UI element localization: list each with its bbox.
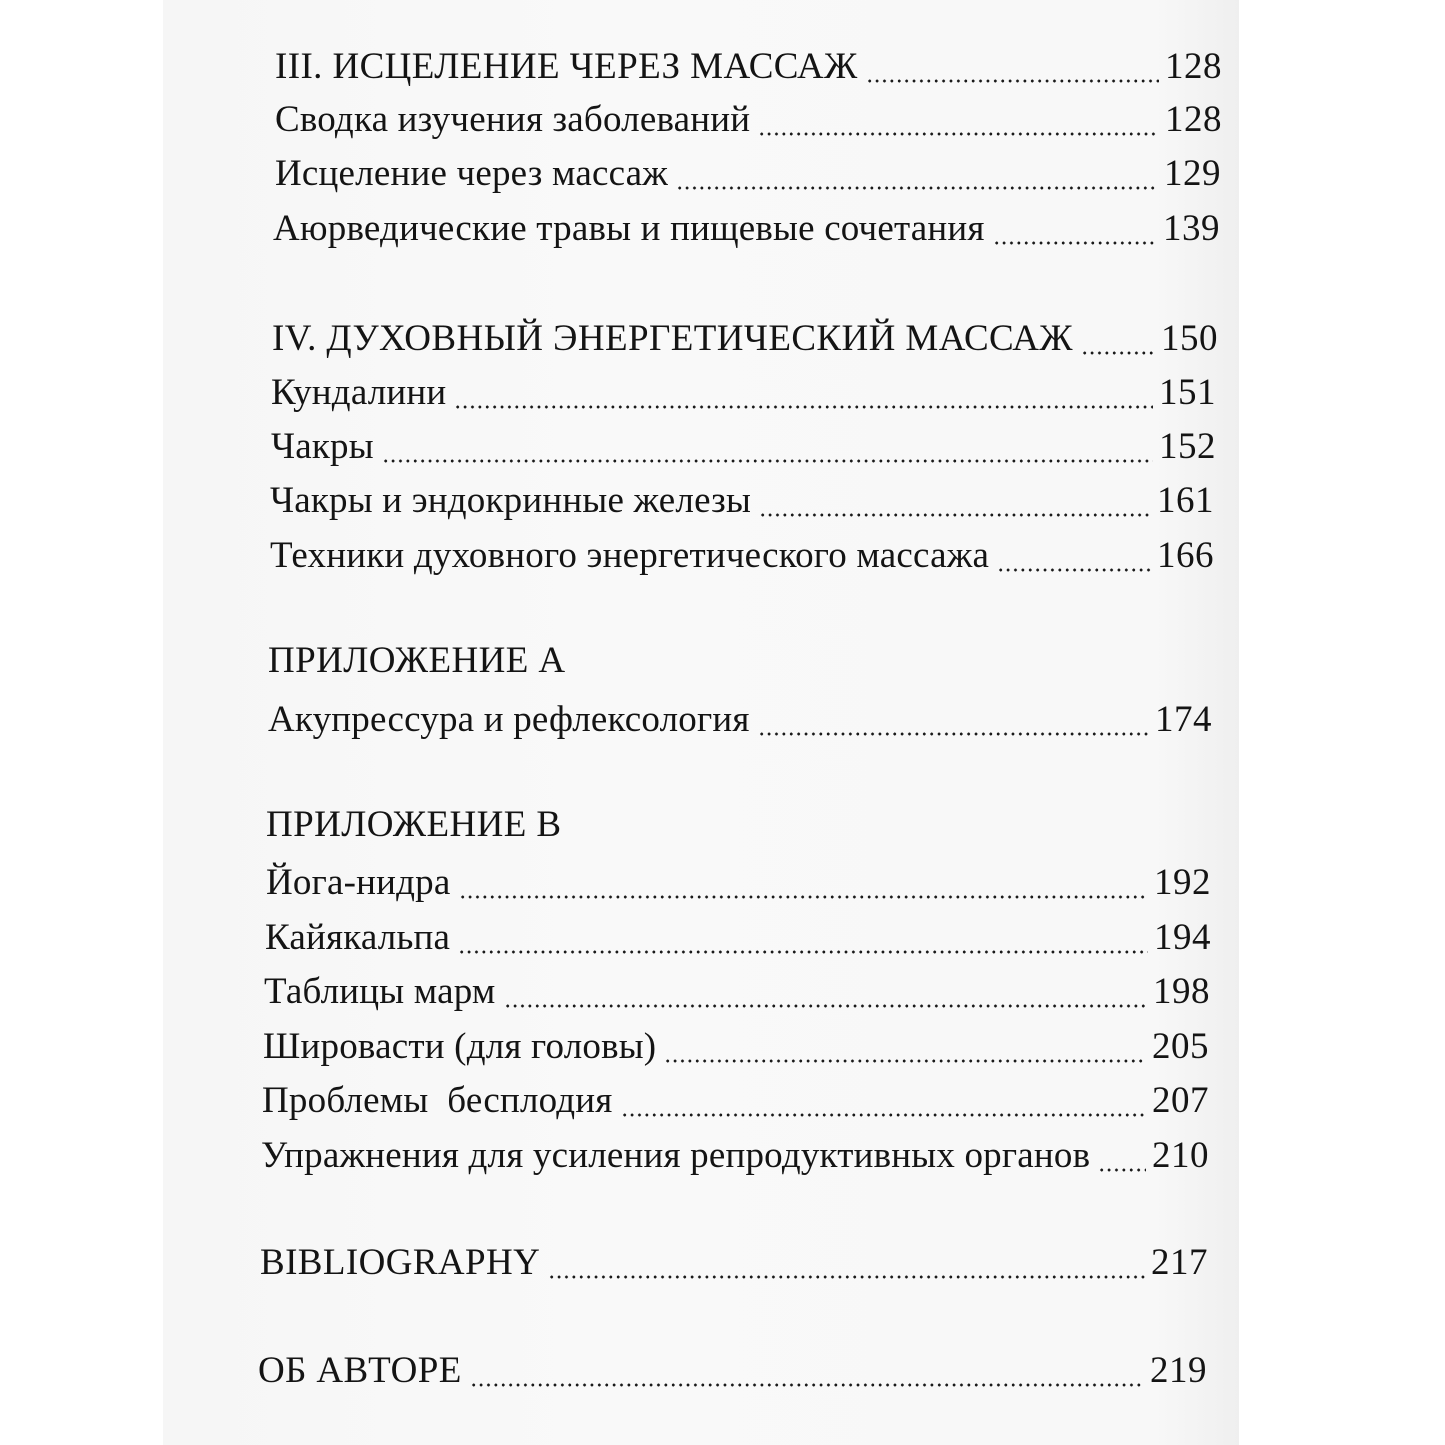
toc-heading-title: IV. ДУХОВНЫЙ ЭНЕРГЕТИЧЕСКИЙ МАССАЖ [272, 318, 1073, 359]
dot-leader [458, 915, 1148, 961]
toc-heading-appendix-a[interactable]: ПРИЛОЖЕНИЕ А [268, 640, 566, 681]
dot-leader [676, 151, 1158, 197]
toc-heading-section-3[interactable] [275, 44, 1222, 90]
toc-entry[interactable] [271, 424, 1216, 470]
toc-page-number: 166 [1157, 535, 1214, 576]
toc-page-number: 128 [1165, 46, 1222, 87]
dot-leader [997, 533, 1151, 579]
toc-page-number: 210 [1152, 1135, 1209, 1176]
toc-entry-title: Йога-нидра [266, 862, 451, 903]
toc-page-number: 139 [1163, 208, 1220, 249]
toc-entry-title: Кайякальпа [265, 917, 451, 958]
toc-entry[interactable] [265, 915, 1211, 961]
toc-entry[interactable] [273, 206, 1220, 252]
toc-entry[interactable] [270, 533, 1214, 579]
toc-entry-title: Акупрессура и рефлексология [268, 699, 750, 740]
toc-entry-title: Кундалини [271, 372, 447, 413]
toc-page-number: 207 [1152, 1080, 1209, 1121]
dot-leader [866, 44, 1159, 90]
toc-page-number: 152 [1159, 426, 1216, 467]
toc-entry[interactable] [264, 969, 1210, 1015]
toc-heading-title: BIBLIOGRAPHY [260, 1242, 541, 1283]
toc-heading-title: III. ИСЦЕЛЕНИЕ ЧЕРЕЗ МАССАЖ [275, 46, 858, 87]
toc-entry-title: Шировасти (для головы) [263, 1026, 657, 1067]
toc-entry[interactable] [262, 1078, 1209, 1124]
toc-entry-title: Чакры [271, 426, 374, 467]
toc-entry-title: Упражнения для усиления репродуктивных органов [261, 1135, 1091, 1176]
toc-page-number: 151 [1159, 372, 1216, 413]
toc-page-number: 217 [1151, 1242, 1208, 1283]
toc-page-number: 192 [1154, 862, 1211, 903]
dot-leader [454, 370, 1153, 416]
dot-leader [1098, 1133, 1146, 1179]
toc-entry-title: Таблицы марм [264, 971, 496, 1012]
dot-leader [382, 424, 1153, 470]
toc-heading-appendix-b[interactable]: ПРИЛОЖЕНИЕ В [266, 804, 562, 845]
dot-leader [758, 97, 1159, 143]
toc-page-number: 161 [1157, 480, 1214, 521]
dot-leader [758, 697, 1149, 743]
dot-leader [993, 206, 1157, 252]
toc-page-number: 150 [1161, 318, 1218, 359]
toc-heading-bibliography[interactable] [260, 1240, 1208, 1286]
toc-entry[interactable] [261, 1133, 1209, 1179]
toc-page-number: 198 [1153, 971, 1210, 1012]
toc-heading-about-author[interactable] [258, 1348, 1207, 1394]
toc-entry[interactable] [263, 1024, 1209, 1070]
toc-entry[interactable] [268, 697, 1212, 743]
dot-leader [470, 1348, 1144, 1394]
toc-entry-title: Техники духовного энергетического массажа [270, 535, 990, 576]
toc-page-number: 219 [1150, 1350, 1207, 1391]
toc-entry-title: Чакры и эндокринные железы [270, 480, 752, 521]
dot-leader [504, 969, 1147, 1015]
toc-entry[interactable] [275, 151, 1221, 197]
toc-entry-title: Проблемы бесплодия [262, 1080, 613, 1121]
toc-page-number: 174 [1155, 699, 1212, 740]
toc-page-number: 194 [1154, 917, 1211, 958]
dot-leader [664, 1024, 1146, 1070]
dot-leader [621, 1078, 1146, 1124]
toc-heading-section-4[interactable] [272, 316, 1218, 362]
toc-entry[interactable] [266, 860, 1211, 906]
dot-leader [759, 478, 1151, 524]
toc-entry-title: Исцеление через массаж [275, 153, 669, 194]
toc-entry[interactable] [270, 478, 1214, 524]
toc-entry-title: Аюрведические травы и пищевые сочетания [273, 208, 985, 249]
toc-heading-title: ОБ АВТОРЕ [258, 1350, 462, 1391]
toc-page-number: 205 [1152, 1026, 1209, 1067]
dot-leader [548, 1240, 1145, 1286]
toc-entry[interactable] [271, 370, 1216, 416]
dot-leader [459, 860, 1149, 906]
toc-entry-title: Сводка изучения заболеваний [275, 99, 751, 140]
toc-page-number: 129 [1164, 153, 1221, 194]
toc-page-number: 128 [1165, 99, 1222, 140]
toc-entry[interactable] [275, 97, 1222, 143]
dot-leader [1081, 316, 1155, 362]
